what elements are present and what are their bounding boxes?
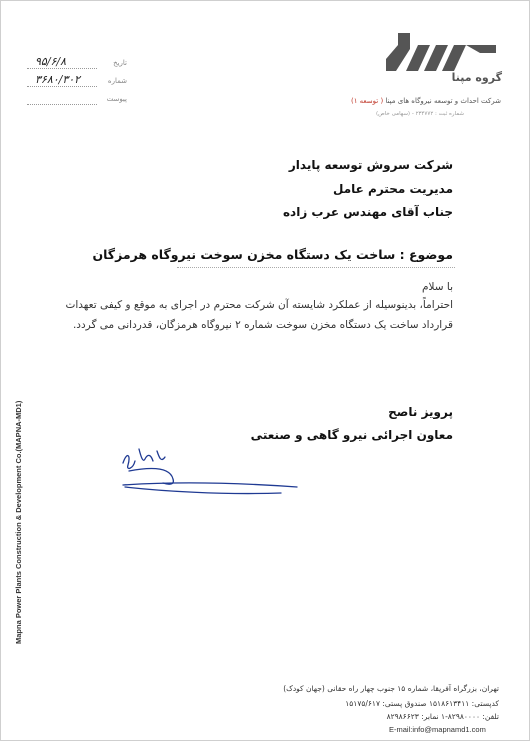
registration-number: شماره ثبت : ۲۳۴۷۷۲ - (سهامی خاص) — [375, 111, 464, 117]
footer-postal: کدپستی: ۱۵۱۸۶۱۳۴۱۱ صندوق پستی: ۱۵۱۷۵/۶۱۷ — [345, 699, 499, 708]
recipient-company: شرکت سروش توسعه پایدار — [288, 158, 453, 172]
signatory-title: معاون اجرائی نیرو گاهی و صنعتی — [250, 428, 453, 442]
number-field — [27, 73, 127, 90]
date-field — [27, 55, 127, 72]
company-name: شرکت احداث و توسعه نیروگاه های مپنا ( توسعه ۱) — [350, 97, 501, 105]
greeting: با سلام — [421, 281, 453, 293]
handwritten-signature — [101, 441, 311, 501]
attachment-field — [27, 94, 127, 108]
footer-email: E-mail:info@mapnamd1.com — [389, 725, 486, 734]
logo-text: گروه مپنا — [451, 71, 502, 84]
footer-address: تهران، بزرگراه آفریقا، شماره ۱۵ جنوب چهار راه حقانی (جهان کودک) — [283, 684, 499, 693]
subject-underline — [177, 267, 455, 268]
body-line-1: احتراماً، بدینوسیله از عملکرد شایسته آن شرکت محترم در اجرای به موقع و کیفی تعهدات — [65, 299, 453, 311]
subject-line: موضوع : ساخت یک دستگاه مخزن سوخت نیروگاه هرمزگان — [92, 247, 453, 262]
attachment-label: پیوست — [106, 95, 127, 103]
recipient-person: جناب آقای مهندس عرب زاده — [282, 205, 453, 219]
date-label: تاریخ — [113, 59, 127, 67]
company-development: ( توسعه ۱) — [350, 97, 384, 105]
body-line-2: قرارداد ساخت یک دستگاه مخزن سوخت شماره ۲ نیروگاه هرمزگان، قدردانی می گردد. — [72, 319, 453, 331]
signatory-name: پرویز ناصح — [388, 405, 453, 419]
sidebar-company-name: Mapna Power Plants Construction & Development Co.(MAPNA-MD1) — [14, 400, 23, 644]
footer-phone: تلفن: ۸۲۹۸۰۰۰۰-۱ نمابر: ۸۲۹۸۶۶۲۳ — [386, 712, 499, 721]
number-label: شماره — [107, 77, 127, 85]
date-value: ۹۵/۶/۸ — [35, 55, 67, 68]
number-value: ۳۶۸۰/۳۰۲ — [35, 73, 81, 86]
mapna-logo — [384, 31, 504, 85]
recipient-department: مدیریت محترم عامل — [333, 182, 453, 196]
